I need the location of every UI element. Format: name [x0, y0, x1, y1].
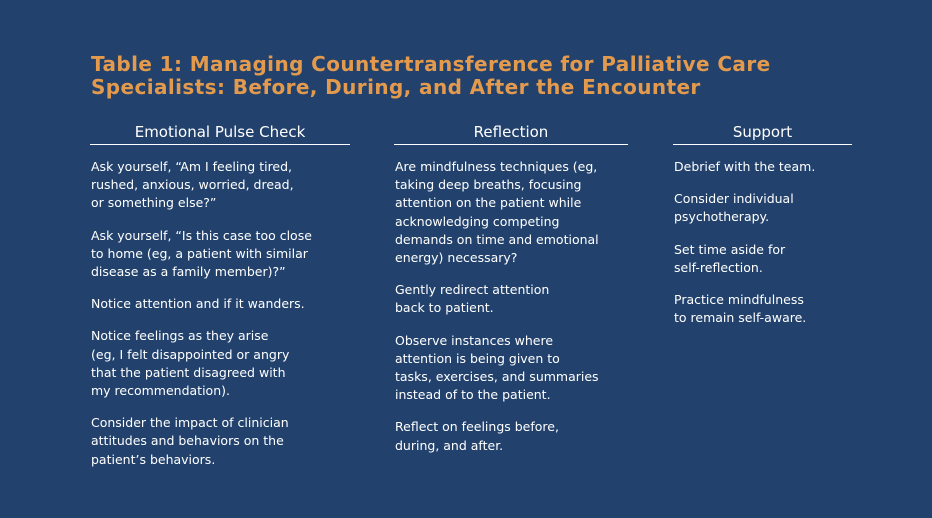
- list-item-line: that the patient disagreed with: [91, 364, 286, 380]
- list-item-line: instead of to the patient.: [395, 387, 551, 403]
- list-item-line: demands on time and emotional: [395, 231, 599, 247]
- list-item-line: Consider the impact of clinician: [91, 415, 289, 431]
- column-emotional-pulse-check: [90, 122, 350, 483]
- list-item: [395, 418, 628, 454]
- table-title-line-2: Specialists: Before, During, and After the Encounter: [91, 75, 701, 99]
- column-reflection: [394, 122, 628, 469]
- list-item-line: Set time aside for: [674, 241, 786, 257]
- list-item: [674, 190, 852, 226]
- column-item-list: [90, 158, 350, 469]
- list-item-line: tasks, exercises, and summaries: [395, 369, 599, 385]
- list-item-line: Gently redirect attention: [395, 282, 550, 298]
- column-support: [673, 122, 852, 341]
- list-item-line: my recommendation).: [91, 383, 230, 399]
- list-item-line: Consider individual: [674, 191, 794, 207]
- list-item: [395, 281, 628, 317]
- list-item-line: back to patient.: [395, 300, 494, 316]
- list-item-line: attention is being given to: [395, 350, 560, 366]
- list-item-line: taking deep breaths, focusing: [395, 177, 582, 193]
- list-item-line: psychotherapy.: [674, 209, 770, 225]
- list-item: [674, 241, 852, 277]
- list-item: [395, 158, 628, 267]
- list-item-line: Notice feelings as they arise: [91, 328, 269, 344]
- list-item-line: Observe instances where: [395, 332, 554, 348]
- list-item-line: to remain self-aware.: [674, 310, 807, 326]
- list-item: [674, 158, 852, 176]
- list-item: [91, 327, 350, 400]
- list-item: [674, 291, 852, 327]
- list-item-line: to home (eg, a patient with similar: [91, 245, 308, 261]
- list-item-line: Reflect on feelings before,: [395, 419, 559, 435]
- table-title: [91, 53, 851, 99]
- list-item-line: energy) necessary?: [395, 250, 518, 266]
- list-item-line: rushed, anxious, worried, dread,: [91, 177, 294, 193]
- list-item-line: attention on the patient while: [395, 195, 582, 211]
- column-heading: Reflection: [394, 122, 628, 145]
- list-item-line: Notice attention and if it wanders.: [91, 296, 305, 312]
- list-item-line: acknowledging competing: [395, 213, 560, 229]
- list-item-line: Practice mindfulness: [674, 292, 804, 308]
- list-item-line: Debrief with the team.: [674, 159, 816, 174]
- column-heading: Support: [673, 122, 852, 145]
- list-item-line: Ask yourself, “Is this case too close: [91, 227, 312, 243]
- list-item-line: (eg, I felt disappointed or angry: [91, 346, 290, 362]
- list-item-line: disease as a family member)?”: [91, 264, 286, 280]
- list-item-line: Ask yourself, “Am I feeling tired,: [91, 159, 293, 174]
- list-item-line: Are mindfulness techniques (eg,: [395, 159, 598, 174]
- list-item-line: patient’s behaviors.: [91, 451, 216, 467]
- list-item-line: self-reflection.: [674, 259, 763, 275]
- table-title-line-1: Table 1: Managing Countertransference for Palliative Care: [91, 52, 771, 76]
- column-heading: Emotional Pulse Check: [90, 122, 350, 145]
- list-item-line: attitudes and behaviors on the: [91, 433, 284, 449]
- list-item: [91, 414, 350, 469]
- column-item-list: [673, 158, 852, 327]
- list-item-line: or something else?”: [91, 195, 217, 211]
- column-item-list: [394, 158, 628, 455]
- list-item: [91, 227, 350, 282]
- list-item: [91, 158, 350, 213]
- list-item: [91, 295, 350, 313]
- list-item-line: during, and after.: [395, 437, 504, 453]
- list-item: [395, 332, 628, 405]
